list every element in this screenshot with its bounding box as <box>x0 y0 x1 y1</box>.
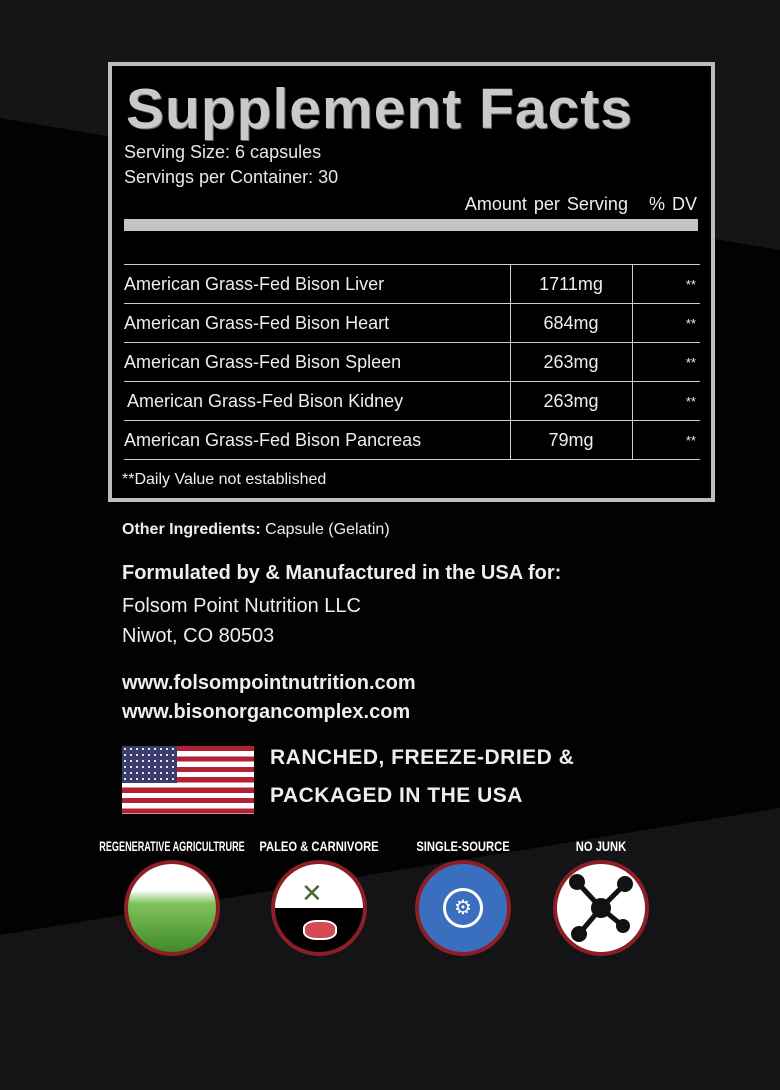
dv-footnote: **Daily Value not established <box>122 471 327 488</box>
ingredient-name: American Grass-Fed Bison Spleen <box>124 343 510 382</box>
ingredient-name: American Grass-Fed Bison Liver <box>124 265 510 304</box>
website-link[interactable]: www.bisonorgancomplex.com <box>122 701 411 723</box>
ingredient-amount: 1711mg <box>510 265 632 304</box>
table-row <box>124 382 700 421</box>
company-name: Folsom Point Nutrition LLC <box>122 595 361 617</box>
ingredient-amount: 263mg <box>510 382 632 421</box>
table-row <box>124 421 700 460</box>
divider-bar <box>124 219 698 231</box>
other-ingredients-label: Other Ingredients: <box>122 521 261 538</box>
serving-size: Serving Size: 6 capsules <box>124 142 322 162</box>
grass-icon <box>124 860 220 956</box>
gears-icon: ⚙ <box>415 860 511 956</box>
panel-title: Supplement Facts <box>126 77 633 141</box>
ingredient-amount: 79mg <box>510 421 632 460</box>
ingredient-name: American Grass-Fed Bison Kidney <box>124 382 510 421</box>
supplement-facts-panel <box>108 62 715 502</box>
badge-label: PALEO & CARNIVORE <box>259 838 379 854</box>
ingredient-dv: ** <box>632 265 700 304</box>
badge-label: REGENERATIVE AGRICULTRURE <box>99 838 245 854</box>
table-row <box>124 304 700 343</box>
ingredient-amount: 684mg <box>510 304 632 343</box>
company-address: Niwot, CO 80503 <box>122 625 275 647</box>
website-link[interactable]: www.folsompointnutrition.com <box>122 672 416 694</box>
usa-claim-line2: PACKAGED IN THE USA <box>270 784 523 807</box>
other-ingredients-value: Capsule (Gelatin) <box>265 521 390 538</box>
amount-header: Amount per Serving <box>464 194 628 214</box>
ingredient-dv: ** <box>632 343 700 382</box>
other-ingredients <box>122 521 390 539</box>
usa-claim-line1: RANCHED, FREEZE-DRIED & <box>270 746 575 769</box>
ingredient-amount: 263mg <box>510 343 632 382</box>
ingredients-table <box>124 264 700 460</box>
single-source-badge <box>415 838 511 956</box>
shovel-fork-steak-icon: ✕ <box>271 860 367 956</box>
ingredient-dv: ** <box>632 421 700 460</box>
badge-label: NO JUNK <box>575 838 627 854</box>
ingredient-name: American Grass-Fed Bison Pancreas <box>124 421 510 460</box>
table-row <box>124 343 700 382</box>
molecule-icon <box>553 860 649 956</box>
usa-flag-icon <box>122 746 254 814</box>
table-row <box>124 265 700 304</box>
badge-label: SINGLE-SOURCE <box>416 838 510 854</box>
no-junk-badge <box>553 838 649 956</box>
column-headers <box>465 194 697 215</box>
ingredient-dv: ** <box>632 382 700 421</box>
ingredient-dv: ** <box>632 304 700 343</box>
regenerative-agriculture-badge <box>99 838 245 956</box>
formulated-heading: Formulated by & Manufactured in the USA for: <box>122 562 562 584</box>
ingredient-name: American Grass-Fed Bison Heart <box>124 304 510 343</box>
paleo-carnivore-badge <box>259 838 379 956</box>
servings-per-container: Servings per Container: 30 <box>124 167 339 187</box>
dv-header: % DV <box>648 194 697 214</box>
